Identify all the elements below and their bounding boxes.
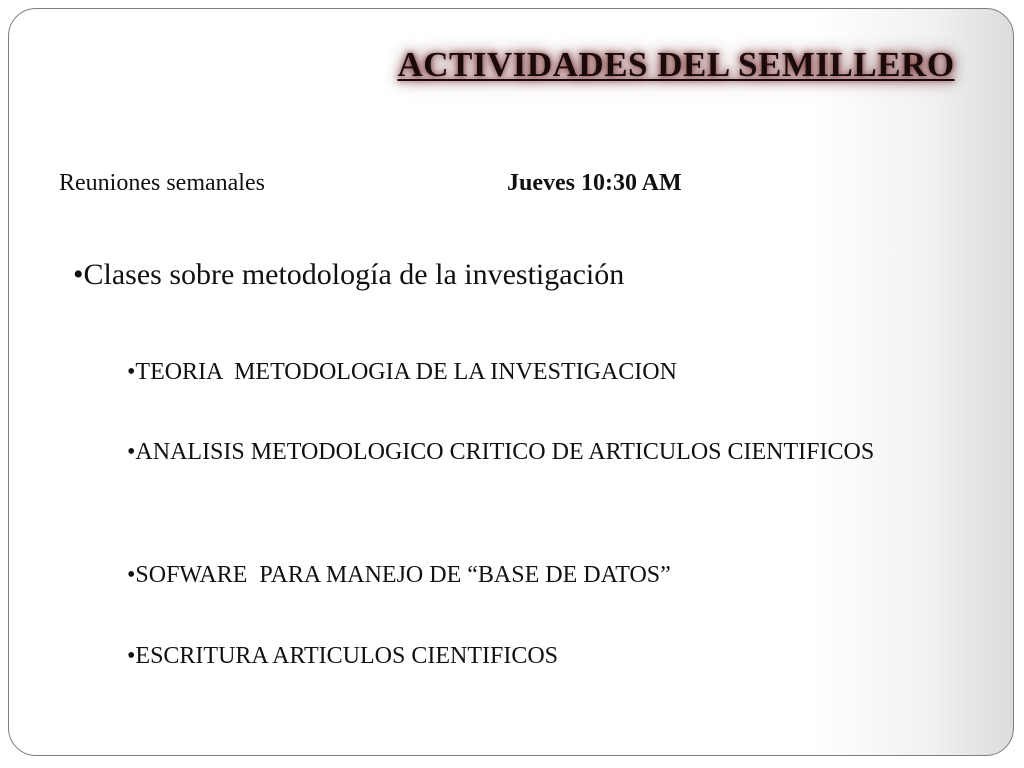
bullet-marker: • <box>127 359 136 385</box>
main-bullet-text: Clases sobre metodología de la investigación <box>83 258 625 291</box>
bullet-marker: • <box>127 439 136 465</box>
bullet-marker: • <box>127 643 136 669</box>
sub-bullet-text: ANALISIS METODOLOGICO CRITICO DE ARTICULOS CIENTIFICOS <box>135 439 875 465</box>
title-banner <box>366 40 986 90</box>
bullet-marker: • <box>73 258 84 291</box>
main-bullet-item <box>73 258 624 292</box>
slide-title: ACTIVIDADES DEL SEMILLERO <box>397 45 955 84</box>
meeting-time: Jueves 10:30 AM <box>507 170 682 196</box>
sub-bullet-item <box>127 555 949 595</box>
sub-bullet-text: ESCRITURA ARTICULOS CIENTIFICOS <box>135 643 559 669</box>
bullet-marker: • <box>127 562 136 588</box>
sub-bullet-item <box>127 636 949 676</box>
meeting-label: Reuniones semanales <box>59 170 265 196</box>
sub-bullet-text: SOFWARE PARA MANEJO DE “BASE DE DATOS” <box>135 562 671 588</box>
sub-bullet-item <box>127 352 949 392</box>
sub-bullet-text: TEORIA METODOLOGIA DE LA INVESTIGACION <box>135 359 677 385</box>
sub-bullet-item <box>127 432 949 472</box>
